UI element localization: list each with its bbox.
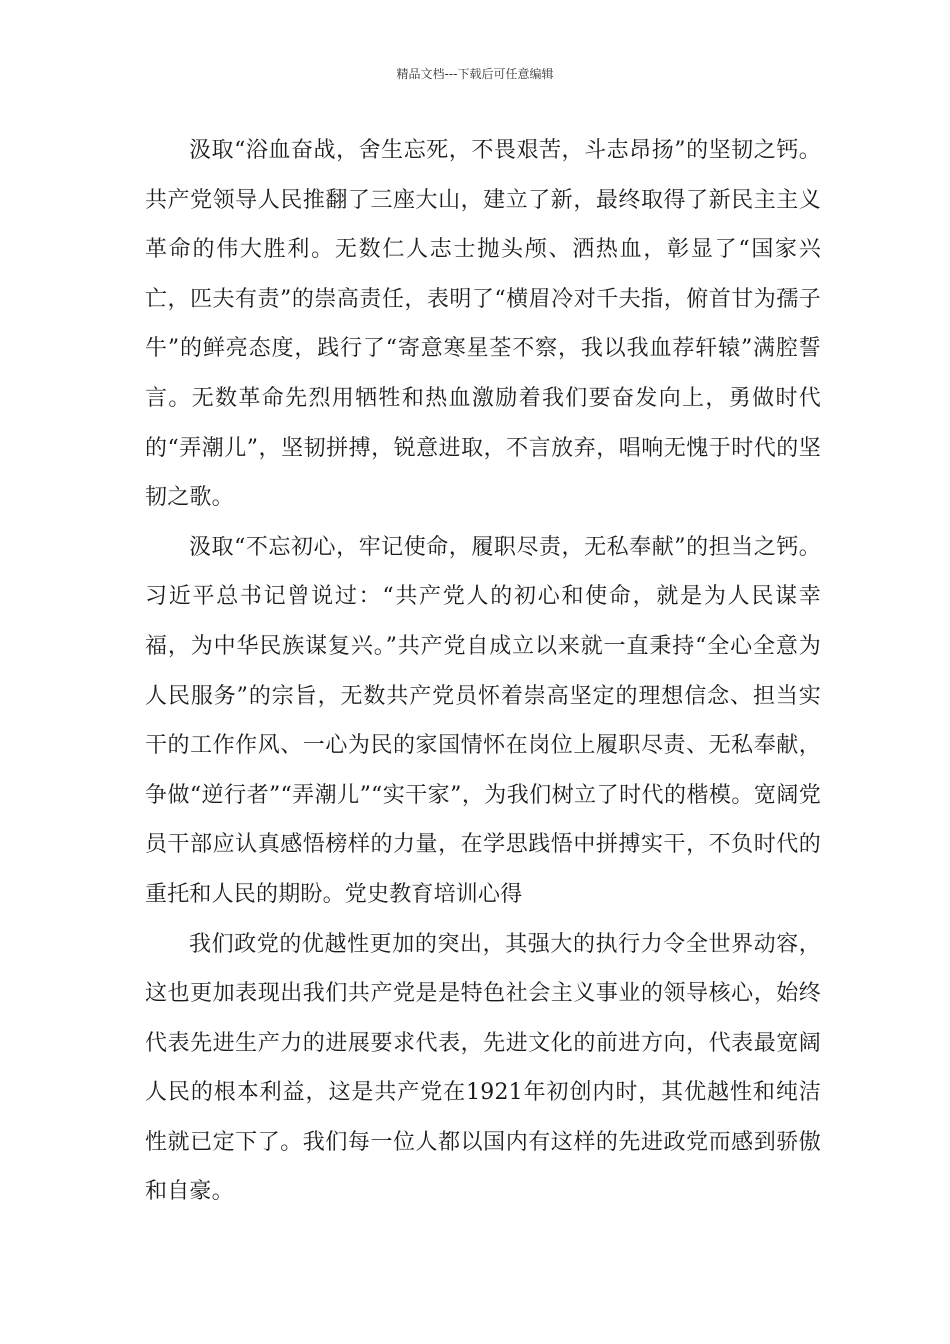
document-body	[145, 126, 821, 1217]
page-header: 精品文档---下载后可任意编辑	[396, 67, 554, 81]
paragraph-1: 汲取“浴血奋战，舍生忘死，不畏艰苦，斗志昂扬”的坚韧之钙。共产党领导人民推翻了三座大山，建立了新，最终取得了新民主主义革命的伟大胜利。无数仁人志士抛头颅、洒热血，彰显了“国家兴亡，匹夫有责”的崇高责任，表明了“横眉冷对千夫指，俯首甘为孺子牛”的鲜亮态度，践行了“寄意寒星荃不察，我以我血荐轩辕”满腔誓言。无数革命先烈用牺牲和热血激励着我们要奋发向上，勇做时代的“弄潮儿”，坚韧拼搏，锐意进取，不言放弃，唱响无愧于时代的坚韧之歌。	[145, 138, 821, 511]
paragraph-2: 汲取“不忘初心，牢记使命，履职尽责，无私奉献”的担当之钙。习近平总书记曾说过：“共产党人的初心和使命，就是为人民谋幸福，为中华民族谋复兴。”共产党自成立以来就一直秉持“全心全意为人民服务”的宗旨，无数共产党员怀着崇高坚定的理想信念、担当实干的工作作风、一心为民的家国情怀在岗位上履职尽责、无私奉献，争做“逆行者”“弄潮儿”“实干家”，为我们树立了时代的楷模。宽阔党员干部应认真感悟榜样的力量，在学思践悟中拼搏实干，不负时代的重托和人民的期盼。党史教育培训心得	[145, 534, 821, 907]
paragraph-3: 我们政党的优越性更加的突出，其强大的执行力令全世界动容，这也更加表现出我们共产党是是特色社会主义事业的领导核心，始终代表先进生产力的进展要求代表，先进文化的前进方向，代表最宽阔人民的根本利益，这是共产党在1921年初创内时，其优越性和纯洁性就已定下了。我们每一位人都以国内有这样的先进政党而感到骄傲和自豪。	[145, 931, 821, 1205]
